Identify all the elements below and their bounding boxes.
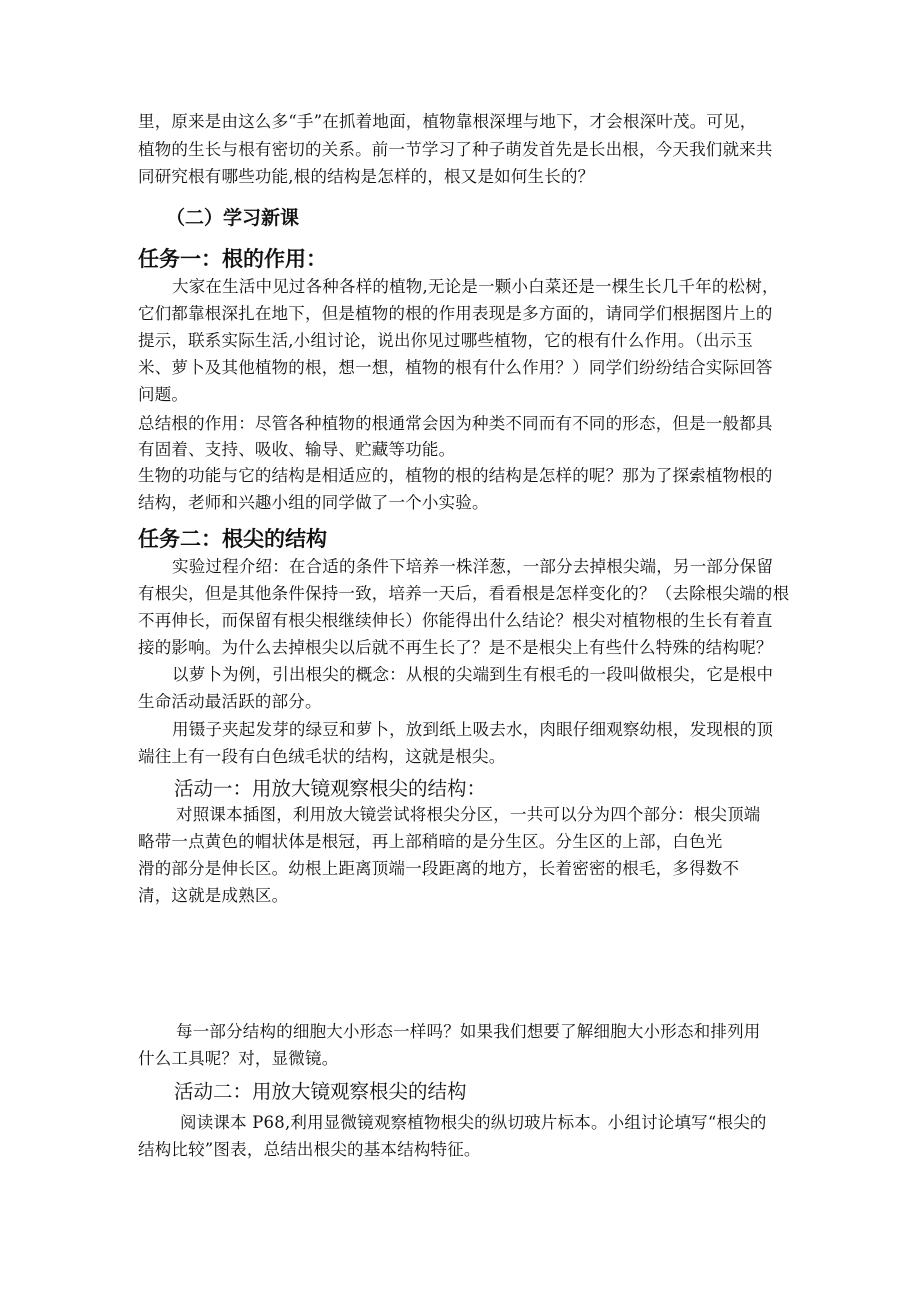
middle-line-2: 什么工具呢？对，显微镜。 [138,1049,339,1068]
section-title: （二）学习新课 [166,207,300,229]
intro-line-1: 里，原来是由这么多“手”在抓着地面，植物靠根深埋与地下，才会根深叶茂。可见， [138,112,757,131]
task2-line-8: 端往上有一段有白色绒毛状的结构，这就是根尖。 [138,747,506,766]
task2-line-3: 不再伸长，而保留有根尖根继续伸长）你能得出什么结论？根尖对植物根的生长有着直 [138,611,773,630]
intro-line-2: 植物的生长与根有密切的关系。前一节学习了种子萌发首先是长出根，今天我们就来共 [138,140,773,159]
task2-line-5: 以萝卜为例，引出根尖的概念：从根的尖端到生有根毛的一段叫做根尖，它是根中 [172,665,774,684]
activity2-line-1: 阅读课本 P68,利用显微镜观察植物根尖的纵切玻片标本。小组讨论填写“根尖的 [180,1113,767,1132]
task2-line-7: 用镊子夹起发芽的绿豆和萝卜，放到纸上吸去水，肉眼仔细观察幼根，发现根的顶 [172,720,774,739]
activity1-line-1: 对照课本插图，利用放大镜尝试将根尖分区，一共可以分为四个部分：根尖顶端 [176,805,761,824]
task1-line-2: 它们都靠根深扎在地下，但是植物的根的作用表现是多方面的，请同学们根据图片上的 [138,304,773,323]
activity2-heading: 活动二：用放大镜观察根尖的结构 [174,1080,467,1103]
task2-line-4: 接的影响。为什么去掉根尖以后就不再生长了？是不是根尖上有些什么特殊的结构呢？ [138,638,773,657]
task1-transition-line-1: 生物的功能与它的结构是相适应的，植物的根的结构是怎样的呢？那为了探索植物根的 [138,466,773,485]
task1-heading: 任务一：根的作用： [138,247,327,271]
task1-line-3: 提示，联系实际生活,小组讨论，说出你见过哪些植物，它的根有什么作用。（出示玉 [138,331,754,350]
task1-summary-line-1: 总结根的作用：尽管各种植物的根通常会因为种类不同而有不同的形态，但是一般都具 [138,414,773,433]
middle-line-1: 每一部分结构的细胞大小形态一样吗？如果我们想要了解细胞大小形态和排列用 [176,1022,761,1041]
task1-line-5: 问题。 [138,385,189,404]
activity1-line-4: 清，这就是成熟区。 [138,886,289,905]
task1-line-4: 米、萝卜及其他植物的根，想一想，植物的根有什么作用？）同学们纷纷结合实际回答 [138,358,773,377]
task2-line-1: 实验过程介绍：在合适的条件下培养一株洋葱，一部分去掉根尖端，另一部分保留 [172,557,774,576]
task2-line-6: 生命活动最活跃的部分。 [138,692,322,711]
intro-line-3: 同研究根有哪些功能,根的结构是怎样的，根又是如何生长的？ [138,167,595,186]
activity2-line-2: 结构比较”图表，总结出根尖的基本结构特征。 [138,1140,481,1159]
task2-line-2: 有根尖，但是其他条件保持一致，培养一天后，看看根是怎样变化的？（去除根尖端的根 [138,584,790,603]
activity1-heading: 活动一：用放大镜观察根尖的结构： [174,777,487,800]
task1-transition-line-2: 结构，老师和兴趣小组的同学做了一个小实验。 [138,493,489,512]
activity1-line-2: 略带一点黄色的帽状体是根冠，再上部稍暗的是分生区。分生区的上部，白色光 [138,832,723,851]
task1-summary-line-2: 有固着、支持、吸收、输导、贮藏等功能。 [138,440,456,459]
task1-line-1: 大家在生活中见过各种各样的植物,无论是一颗小白菜还是一棵生长几千年的松树， [172,277,779,296]
activity1-line-3: 滑的部分是伸长区。幼根上距离顶端一段距离的地方，长着密密的根毛，多得数不 [138,859,740,878]
task2-heading: 任务二：根尖的结构 [138,527,327,551]
